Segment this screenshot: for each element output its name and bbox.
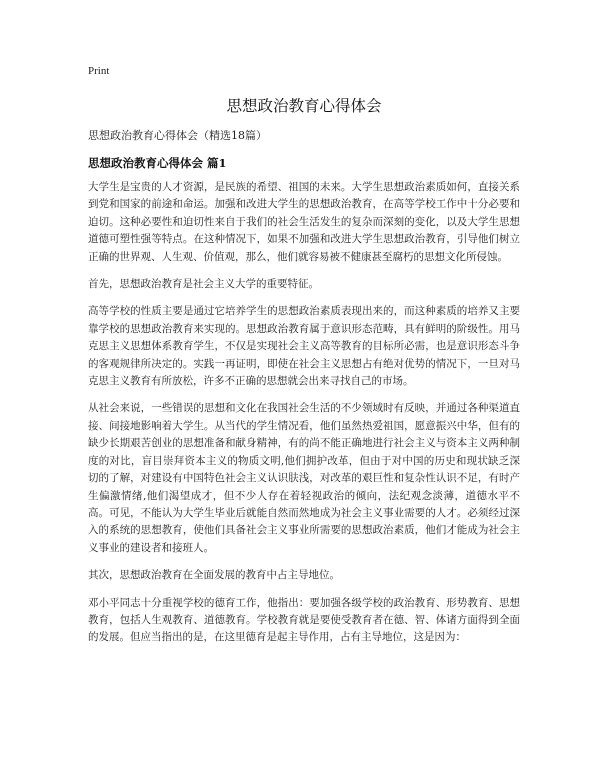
document-title: 思想政治教育心得体会 xyxy=(226,97,382,115)
paragraph-6: 邓小平同志十分重视学校的德育工作，他指出：要加强各级学校的政治教育、形势教育、思想教育，包括人生观教育、道德教育。学校教育就是要使受教育者在德、智、体诸方面得到全面的发展。但应当指出的是，在这里德育是起主导作用，占有主导地位，这是因为： xyxy=(88,596,520,644)
print-label[interactable]: Print xyxy=(88,65,110,77)
paragraph-5: 其次，思想政治教育在全面发展的教育中占主导地位。 xyxy=(88,569,340,582)
paragraph-4: 从社会来说，一些错误的思想和文化在我国社会生活的不少领域时有反映，并通过各种渠道直接、间接地影响着大学生。从当代的学生情况看，他们虽然热爱祖国，愿意振兴中华，但有的缺少长期艰苦创业的思想准备和献身精神，有的尚不能正确地进行社会主义与资本主义两种制度的对比，盲目崇拜资本主义的物质文明,他们拥护改革，但由于对中国的历史和现状缺乏深切的了解，对建设有中国特色社会主义认识肤浅，对改革的艰巨性和复杂性认识不足，有时产生偏激情绪,他们渴望成才，但不少人存在着轻视政治的倾向，法纪观念淡薄，道德水平不高。可见，不能认为大学生毕业后就能自然而然地成为社会主义事业需要的人才。必须经过深入的系统的思想教育，使他们具备社会主义事业所需要的思想政治素质，他们才能成为社会主义事业的建设者和接班人。 xyxy=(88,402,520,554)
document-page xyxy=(88,64,520,647)
paragraph-3: 高等学校的性质主要是通过它培养学生的思想政治素质表现出来的，而这种素质的培养又主要靠学校的思想政治教育来实现的。思想政治教育属于意识形态范畴，具有鲜明的阶级性。用马克思主义思想体系教育学生，不仅是实现社会主义高等教育的目标所必需，也是意识形态斗争的客观规律所决定的。实践一再证明，即使在社会主义思想占有绝对优势的情况下，一旦对马克思主义教育有所放松，许多不正确的思想就会出来寻找自己的市场。 xyxy=(88,305,520,388)
document-subtitle: 思想政治教育心得体会（精选18篇） xyxy=(88,129,267,142)
section-heading: 思想政治教育心得体会 篇1 xyxy=(88,156,227,170)
paragraph-2: 首先，思想政治教育是社会主义大学的重要特征。 xyxy=(88,278,319,291)
paragraph-1: 大学生是宝贵的人才资源，是民族的希望、祖国的未来。大学生思想政治素质如何，直接关系到党和国家的前途和命运。加强和改进大学生的思想政治教育，在高等学校工作中十分必要和迫切。这种必要性和迫切性来自于我们的社会生活发生的复杂而深刻的变化，以及大学生思想道德可塑性强等特点。在这种情况下，如果不加强和改进大学生思想政治教育，引导他们树立正确的世界观、人生观、价值观，那么，他们就容易被不健康甚至腐朽的思想文化所侵蚀。 xyxy=(88,181,520,263)
